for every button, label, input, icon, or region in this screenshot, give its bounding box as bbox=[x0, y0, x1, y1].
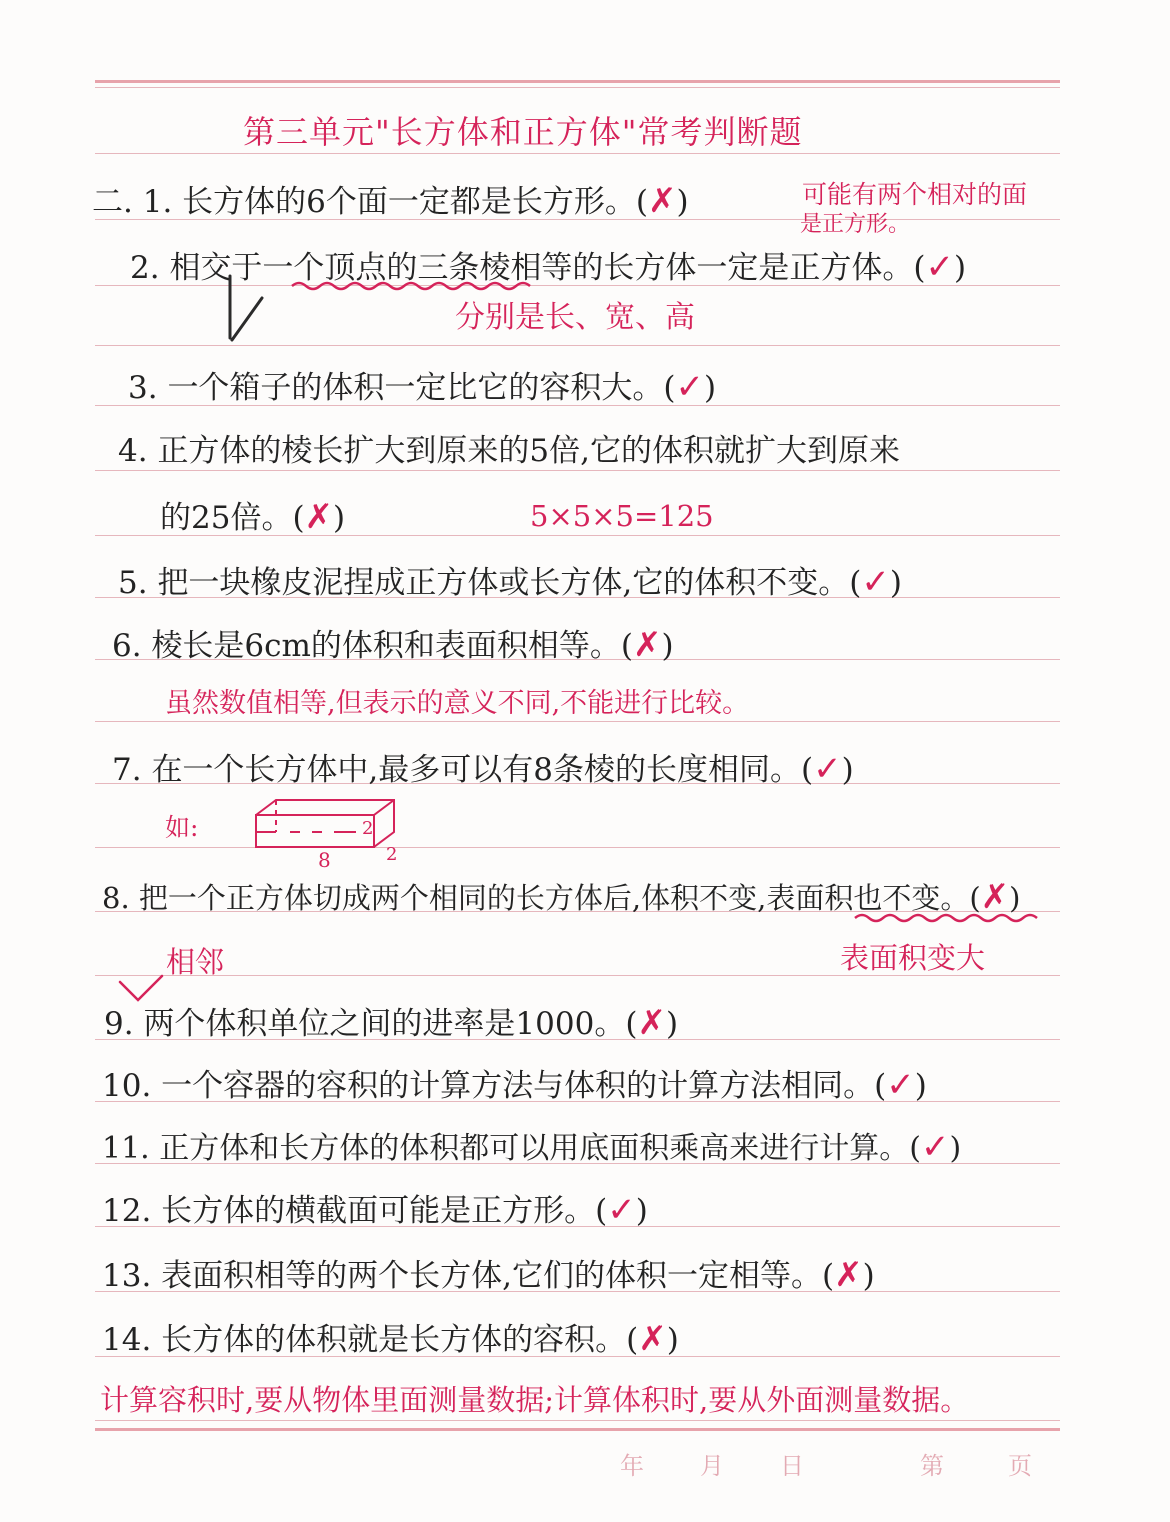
note-q2: 分别是长、宽、高 bbox=[455, 300, 695, 335]
question-9 bbox=[104, 1003, 679, 1043]
question-text: 把一块橡皮泥捏成正方体或长方体,它的体积不变。( bbox=[157, 565, 862, 601]
close-paren: ) bbox=[676, 184, 689, 220]
question-number: 1. bbox=[142, 184, 173, 220]
question-text: 两个体积单位之间的进率是1000。( bbox=[143, 1006, 638, 1042]
question-number: 5. bbox=[118, 565, 148, 601]
footer-month: 月 bbox=[700, 1452, 724, 1480]
cross-mark: ✗ bbox=[647, 181, 677, 221]
close-paren: ) bbox=[949, 1131, 962, 1166]
close-paren: ) bbox=[704, 370, 717, 406]
question-number: 14. bbox=[102, 1322, 152, 1358]
question-10 bbox=[102, 1065, 927, 1105]
page-title: 第三单元"长方体和正方体"常考判断题 bbox=[243, 113, 803, 151]
check-mark: ✓ bbox=[813, 749, 842, 789]
note-q9: 相邻 bbox=[166, 945, 225, 979]
cross-mark: ✗ bbox=[638, 1319, 667, 1359]
cuboid-width-label: 2 bbox=[386, 844, 398, 865]
close-paren: ) bbox=[841, 752, 854, 788]
question-text: 一个容器的容积的计算方法与体积的计算方法相同。( bbox=[161, 1068, 887, 1104]
footer-page: 页 bbox=[1008, 1452, 1032, 1480]
close-paren: ) bbox=[666, 1322, 679, 1358]
cuboid-length-label: 8 bbox=[318, 848, 331, 872]
footer-year: 年 bbox=[620, 1452, 644, 1480]
cuboid-height-label: 2 bbox=[362, 818, 374, 839]
question-number: 6. bbox=[112, 628, 142, 664]
question-number: 2. bbox=[130, 250, 160, 286]
question-number: 4. bbox=[118, 433, 148, 469]
question-number: 11. bbox=[102, 1131, 150, 1166]
question-number: 10. bbox=[102, 1068, 152, 1104]
check-mark: ✓ bbox=[920, 1127, 950, 1167]
check-mark: ✓ bbox=[886, 1065, 915, 1105]
question-text: 把一个正方体切成两个相同的长方体后,体积不变,表面积也不变。( bbox=[138, 881, 981, 915]
question-13 bbox=[102, 1255, 875, 1295]
question-number: 12. bbox=[102, 1193, 152, 1229]
question-text: 正方体的棱长扩大到原来的5倍,它的体积就扩大到原来 bbox=[157, 433, 901, 469]
note-q6: 虽然数值相等,但表示的意义不同,不能进行比较。 bbox=[165, 688, 750, 719]
cross-mark: ✗ bbox=[304, 497, 334, 537]
footer-day: 日 bbox=[780, 1452, 804, 1480]
close-paren: ) bbox=[665, 1006, 679, 1042]
question-text: 正方体和长方体的体积都可以用底面积乘高来进行计算。( bbox=[159, 1131, 921, 1166]
check-mark: ✓ bbox=[675, 367, 705, 407]
check-mark: ✓ bbox=[607, 1190, 636, 1230]
close-paren: ) bbox=[954, 250, 967, 286]
question-14 bbox=[102, 1319, 679, 1359]
close-paren: ) bbox=[661, 628, 674, 664]
question-text: 一个箱子的体积一定比它的容积大。( bbox=[167, 370, 676, 406]
question-12 bbox=[102, 1190, 648, 1230]
question-number: 3. bbox=[128, 370, 158, 406]
close-paren: ) bbox=[862, 1258, 875, 1294]
note-q7-prefix: 如: bbox=[165, 813, 199, 842]
close-paren: ) bbox=[889, 565, 902, 601]
question-text: 棱长是6cm的体积和表面积相等。( bbox=[151, 628, 634, 664]
question-number: 7. bbox=[112, 752, 142, 788]
question-number: 8. bbox=[102, 881, 130, 915]
footer-number: 第 bbox=[920, 1452, 944, 1480]
note-q14: 计算容积时,要从物体里面测量数据;计算体积时,要从外面测量数据。 bbox=[100, 1383, 970, 1417]
close-paren: ) bbox=[1009, 881, 1021, 915]
note-q8: 表面积变大 bbox=[840, 941, 986, 975]
section-number: 二. bbox=[92, 184, 133, 220]
question-text-continued: 的25倍。( bbox=[160, 500, 305, 536]
check-mark: ✓ bbox=[861, 562, 890, 602]
question-11 bbox=[102, 1127, 962, 1167]
question-text: 长方体的横截面可能是正方形。( bbox=[161, 1193, 608, 1229]
cross-mark: ✗ bbox=[637, 1003, 666, 1043]
close-paren: ) bbox=[914, 1068, 927, 1104]
question-text: 在一个长方体中,最多可以有8条棱的长度相同。( bbox=[151, 752, 814, 788]
question-number: 9. bbox=[104, 1006, 134, 1042]
check-mark: ✓ bbox=[925, 247, 955, 287]
note-q1-line1: 可能有两个相对的面 bbox=[802, 180, 1028, 209]
question-text: 长方体的体积就是长方体的容积。( bbox=[161, 1322, 639, 1358]
question-number: 13. bbox=[102, 1258, 152, 1294]
question-text: 长方体的6个面一定都是长方形。( bbox=[182, 184, 648, 220]
question-text: 表面积相等的两个长方体,它们的体积一定相等。( bbox=[161, 1258, 835, 1294]
note-q1-line2: 是正方形。 bbox=[800, 212, 911, 237]
cross-mark: ✗ bbox=[834, 1255, 863, 1295]
close-paren: ) bbox=[635, 1193, 648, 1229]
note-q4-calc: 5×5×5=125 bbox=[530, 499, 714, 533]
close-paren: ) bbox=[333, 500, 346, 536]
cross-mark: ✗ bbox=[633, 625, 662, 665]
cross-mark: ✗ bbox=[980, 877, 1010, 917]
question-text: 相交于一个顶点的三条棱相等的长方体一定是正方体。( bbox=[169, 250, 926, 286]
